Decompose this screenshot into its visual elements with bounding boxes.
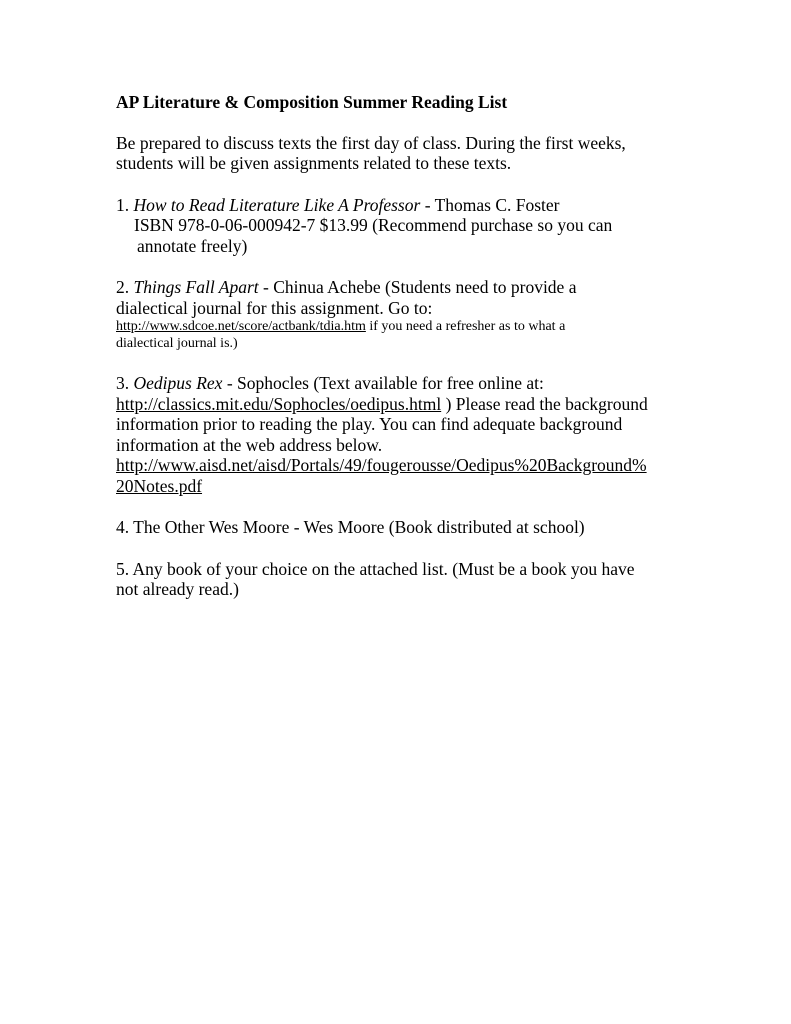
item-1-book-title: How to Read Literature Like A Professor	[133, 194, 421, 215]
intro-line-1: Be prepared to discuss texts the first day of class. During the first weeks,	[116, 132, 626, 153]
item-3-link-1[interactable]: http://classics.mit.edu/Sophocles/oedipus.html	[116, 393, 442, 414]
intro-line-2: students will be given assignments related to these texts.	[116, 153, 512, 173]
item-1-isbn: ISBN 978-0-06-000942-7 $13.99 (Recommend purchase so you can	[134, 215, 613, 235]
item-3-link-2[interactable]	[116, 455, 716, 496]
item-1-author: - Thomas C. Foster	[420, 194, 560, 215]
item-2-book-title: Things Fall Apart	[133, 277, 259, 297]
item-2-line-4: dialectical journal is.)	[116, 336, 238, 351]
item-2-author: - Chinua Achebe (Students need to provide a	[258, 277, 577, 297]
item-3-line-3: information prior to reading the play. You can find adequate background	[116, 414, 623, 434]
reading-item-5	[116, 559, 716, 600]
reading-item-4	[116, 517, 716, 538]
item-4-text: 4. The Other Wes Moore - Wes Moore (Book distributed at school)	[116, 517, 585, 537]
item-3-number: 3.	[116, 373, 130, 393]
reading-item-3	[116, 373, 716, 496]
item-3-link-line	[116, 394, 716, 415]
item-1-number: 1.	[116, 194, 130, 215]
item-3-link-2-part-1[interactable]: http://www.aisd.net/aisd/Portals/49/fougerousse/Oedipus%20Background%	[116, 455, 647, 475]
intro-paragraph	[116, 133, 716, 174]
item-3-link-2-part-2[interactable]: 20Notes.pdf	[116, 475, 203, 496]
item-2-after-link: if you need a refresher as to what a	[365, 319, 566, 334]
document-body	[116, 92, 716, 621]
item-2-number: 2.	[116, 277, 130, 297]
item-2-link-line	[116, 318, 716, 335]
item-3-author: - Sophocles (Text available for free online at:	[222, 373, 544, 393]
page-title: AP Literature & Composition Summer Reading List	[116, 92, 508, 112]
item-1-isbn-cont: annotate freely)	[137, 235, 248, 256]
item-3-line-4: information at the web address below.	[116, 434, 383, 455]
item-3-book-title: Oedipus Rex	[133, 373, 223, 393]
item-2-link[interactable]: http://www.sdcoe.net/score/actbank/tdia.htm	[116, 319, 366, 334]
item-2-heading	[116, 277, 716, 298]
item-3-heading	[116, 373, 716, 394]
item-5-line-1: 5. Any book of your choice on the attached list. (Must be a book you have	[116, 558, 635, 579]
item-1-heading	[116, 195, 716, 216]
reading-item-2	[116, 277, 716, 352]
reading-item-1	[116, 195, 716, 257]
item-5-line-2: not already read.)	[116, 579, 239, 599]
item-2-line-2: dialectical journal for this assignment. Go to:	[116, 297, 433, 318]
item-3-after-link: ) Please read the background	[441, 393, 648, 414]
